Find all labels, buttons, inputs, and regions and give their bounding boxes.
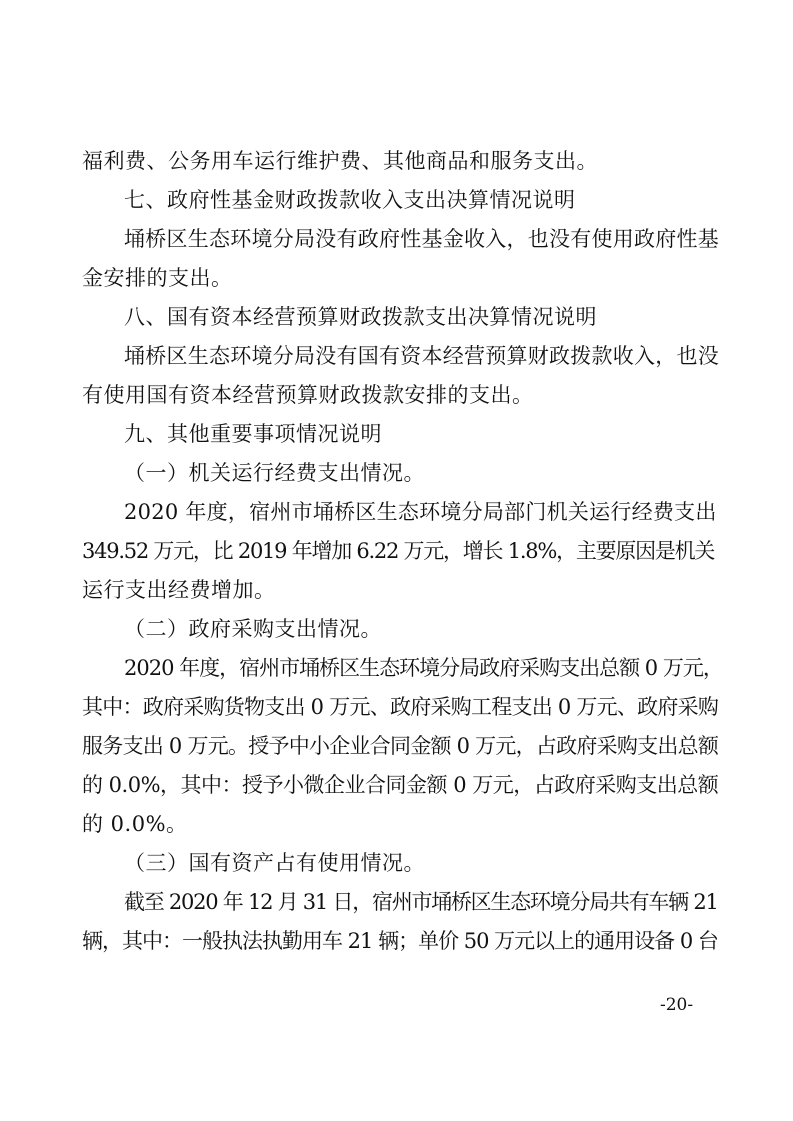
text-line: 埇桥区生态环境分局没有政府性基金收入，也没有使用政府性基 (124, 227, 719, 251)
text-line: 的 0.0%，其中：授予小微企业合同金额 0 万元，占政府采购支出总额 (82, 773, 719, 797)
subsection-heading: （二）政府采购支出情况。 (124, 617, 382, 641)
text-line: 福利费、公务用车运行维护费、其他商品和服务支出。 (82, 149, 598, 173)
page-number: -20- (660, 995, 694, 1015)
text-line: 其中：政府采购货物支出 0 万元、政府采购工程支出 0 万元、政府采购 (82, 695, 719, 719)
text-line: 服务支出 0 万元。授予中小企业合同金额 0 万元，占政府采购支出总额 (82, 734, 719, 758)
text-line: 金安排的支出。 (82, 266, 233, 290)
text-line: 有使用国有资本经营预算财政拨款安排的支出。 (82, 383, 534, 407)
text-line: 349.52 万元，比 2019 年增加 6.22 万元，增长 1.8%，主要原因是机关 (82, 539, 715, 563)
text-line: 埇桥区生态环境分局没有国有资本经营预算财政拨款收入，也没 (124, 344, 719, 368)
subsection-heading: （三）国有资产占有使用情况。 (124, 851, 425, 875)
text-line: 辆，其中：一般执法执勤用车 21 辆；单价 50 万元以上的通用设备 0 台 (82, 929, 718, 953)
text-line: 的 0.0%。 (82, 812, 188, 836)
text-line: 2020 年度，宿州市埇桥区生态环境分局部门机关运行经费支出 (124, 500, 717, 524)
text-line: 截至 2020 年 12 月 31 日，宿州市埇桥区生态环境分局共有车辆 21 (124, 890, 718, 914)
text-line: 2020 年度，宿州市埇桥区生态环境分局政府采购支出总额 0 万元， (124, 656, 723, 680)
text-line: 运行支出经费增加。 (82, 578, 276, 602)
section-heading: 七、政府性基金财政拨款收入支出决算情况说明 (124, 188, 576, 212)
section-heading: 九、其他重要事项情况说明 (124, 422, 382, 446)
section-heading: 八、国有资本经营预算财政拨款支出决算情况说明 (124, 305, 597, 329)
subsection-heading: （一）机关运行经费支出情况。 (124, 461, 425, 485)
